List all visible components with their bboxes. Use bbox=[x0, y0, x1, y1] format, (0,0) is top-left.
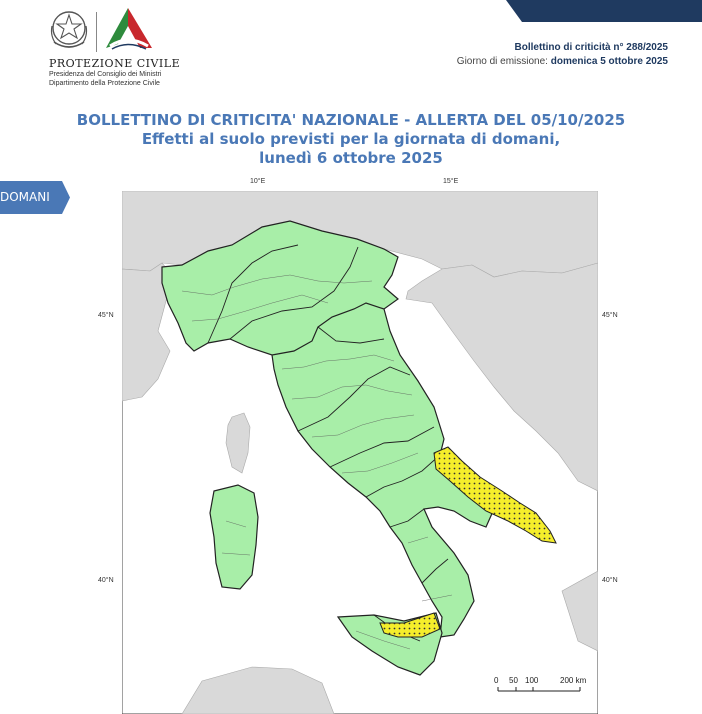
scale-label-100: 100 bbox=[525, 676, 539, 685]
protezione-civile-logo bbox=[48, 6, 181, 92]
logo-subtitle-1: Presidenza del Consiglio dei Ministri bbox=[49, 71, 162, 78]
bulletin-number: Bollettino di criticità n° 288/2025 bbox=[514, 42, 668, 53]
logo-title: PROTEZIONE CIVILE bbox=[49, 57, 181, 70]
lat-label-40-right: 40°N bbox=[602, 577, 618, 584]
scale-label-50: 50 bbox=[509, 676, 518, 685]
italian-republic-emblem bbox=[48, 6, 90, 52]
lat-label-45-right: 45°N bbox=[602, 312, 618, 319]
header-band bbox=[506, 0, 702, 22]
logo-divider bbox=[96, 12, 97, 52]
logo-subtitle-2: Dipartimento della Protezione Civile bbox=[49, 80, 160, 87]
title-line-3: lunedì 6 ottobre 2025 bbox=[259, 149, 443, 167]
protezione-civile-mark bbox=[102, 6, 156, 52]
issue-date-label: Giorno di emissione: bbox=[456, 56, 548, 67]
bulletin-info bbox=[457, 41, 668, 69]
lon-label-10: 10°E bbox=[250, 178, 266, 185]
page-title bbox=[0, 110, 702, 168]
lat-label-45-left: 45°N bbox=[98, 312, 114, 319]
title-line-1: BOLLETTINO DI CRITICITA' NAZIONALE - ALLERTA DEL 05/10/2025 bbox=[76, 111, 626, 129]
issue-date-line bbox=[457, 55, 668, 69]
lon-label-15: 15°E bbox=[443, 178, 459, 185]
scale-label-200: 200 km bbox=[560, 676, 587, 685]
title-line-2: Effetti al suolo previsti per la giornata di domani, bbox=[141, 130, 561, 148]
tab-domani-label: DOMANI bbox=[0, 190, 50, 204]
tab-domani[interactable] bbox=[0, 181, 70, 214]
issue-date: domenica 5 ottobre 2025 bbox=[550, 56, 668, 67]
scale-label-0: 0 bbox=[494, 676, 499, 685]
lat-label-40-left: 40°N bbox=[98, 577, 114, 584]
alert-map bbox=[122, 191, 598, 714]
